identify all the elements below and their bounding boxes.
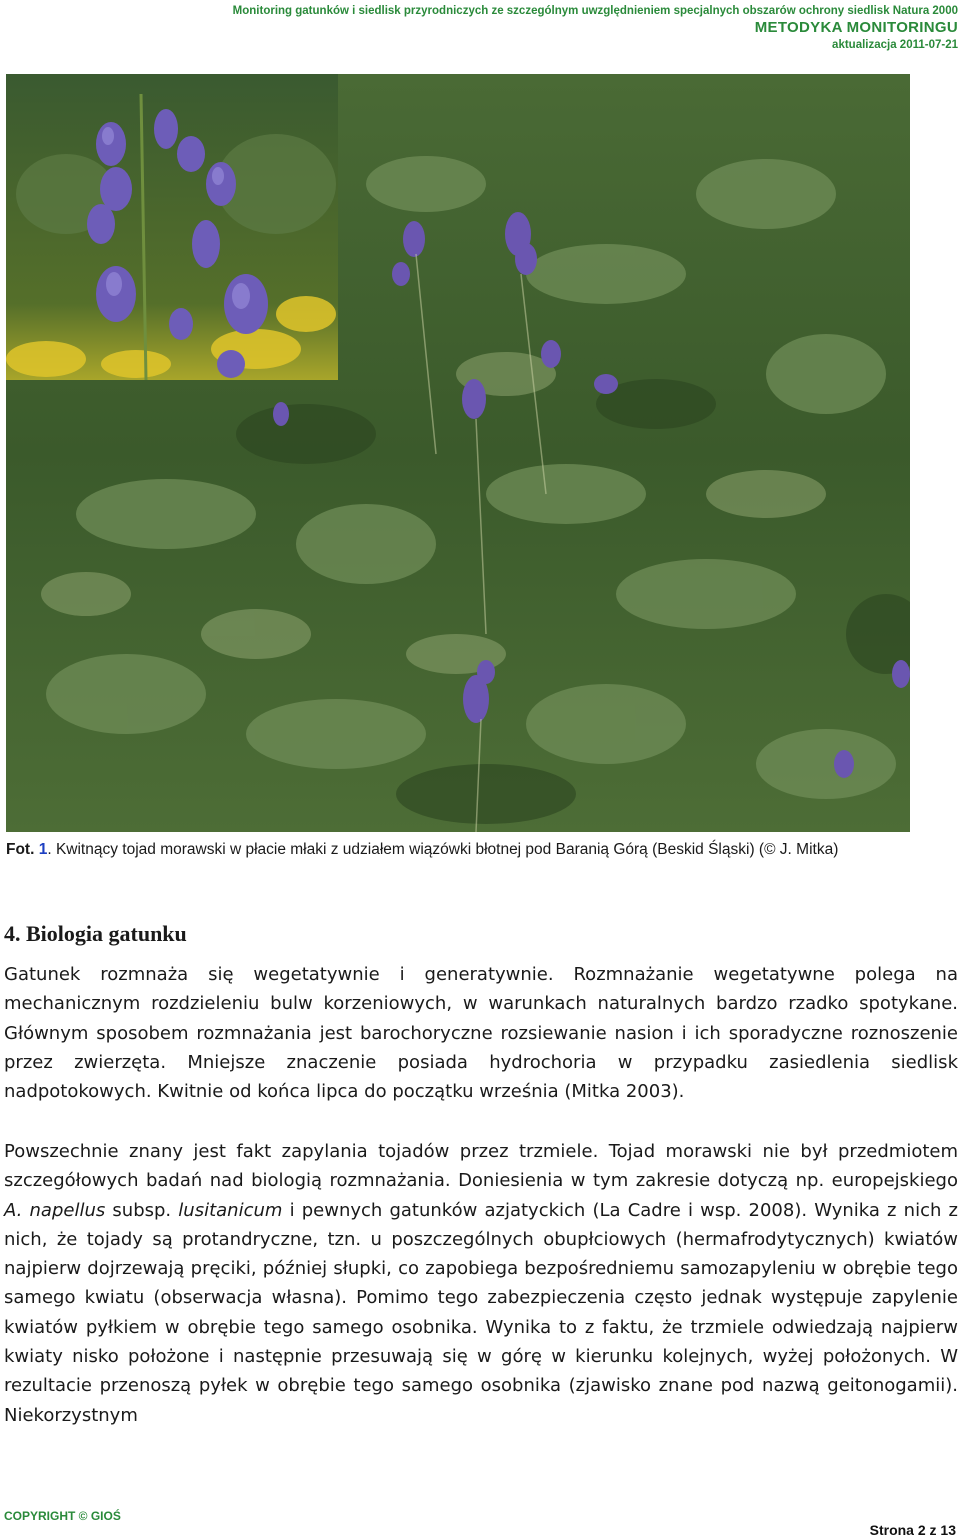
subspecies-name-lusitanicum: lusitanicum bbox=[178, 1199, 283, 1221]
header-update-date: aktualizacja 2011-07-21 bbox=[832, 39, 958, 51]
page-header bbox=[233, 4, 958, 52]
photo-illustration bbox=[6, 74, 910, 832]
paragraph-pollination-part-2: subsp. bbox=[105, 1199, 179, 1221]
header-project-title: Monitoring gatunków i siedlisk przyrodniczych ze szczególnym uwzględnieniem specjalnych obszarów ochrony siedlisk Natura 2000 bbox=[232, 5, 958, 17]
photo-caption bbox=[6, 836, 958, 863]
aconitum-meadow-photo bbox=[6, 74, 910, 832]
species-name-napellus: A. napellus bbox=[4, 1199, 106, 1221]
paragraph-pollination-part-3: i pewnych gatunków azjatyckich (La Cadre i wsp. 2008). Wynika z nich z nich, że tojady są protandryczne, tzn. u poszczególnych obupłciowych (hermafrodytycznych) kwiatów najpierw dojrzewają pręciki, później słupki, co zapobiega bezpośredniemu samozapyleniu w obrębie tego samego kwiatu (obserwacja własna). Pomimo tego zabezpieczenia często jednak występuje zapylenie kwiatów pyłkiem w obrębie tego samego osobnika. Wynika to z faktu, że trzmiele odwiedzają najpierw kwiaty nisko położone i następnie przesuwają się w górę w kierunku kolejnych, wyżej położonych. W rezultacie przenoszą pyłek w obrębie tego samego osobnika (zjawisko znane pod nazwą geitonogamii). Niekorzystnym bbox=[4, 1199, 958, 1426]
caption-number: 1 bbox=[38, 841, 48, 858]
page-number: Strona 2 z 13 bbox=[869, 1522, 956, 1538]
paragraph-pollination-part-1: Powszechnie znany jest fakt zapylania tojadów przez trzmiele. Tojad morawski nie był przedmiotem szczegółowych badań nad biologią rozmnażania. Doniesienia w tym zakresie dotyczą np. europejskiego bbox=[4, 1141, 958, 1192]
caption-text: . Kwitnący tojad morawski w płacie młaki z udziałem wiązówki błotnej pod Baranią Górą (Beskid Śląski) (© J. Mitka) bbox=[47, 841, 839, 858]
header-methodology-title: METODYKA MONITORINGU bbox=[754, 19, 958, 36]
caption-label: Fot. bbox=[6, 841, 39, 858]
paragraph-pollination bbox=[4, 1137, 958, 1430]
section-title: 4. Biologia gatunku bbox=[4, 921, 187, 946]
footer-copyright: COPYRIGHT © GIOŚ bbox=[4, 1509, 121, 1523]
paragraph-reproduction: Gatunek rozmnaża się wegetatywnie i generatywnie. Rozmnażanie wegetatywne polega na mechanicznym rozdzieleniu bulw korzeniowych, w warunkach naturalnych bardzo rzadko spotykane. Głównym sposobem rozmnażania jest barochoryczne rozsiewanie nasion i ich sporadyczne roznoszenie przez zwierzęta. Mniejsze znaczenie posiada hydrochoria w przypadku zasiedlenia siedlisk nadpotokowych. Kwitnie od końca lipca do początku września (Mitka 2003). bbox=[4, 964, 958, 1103]
